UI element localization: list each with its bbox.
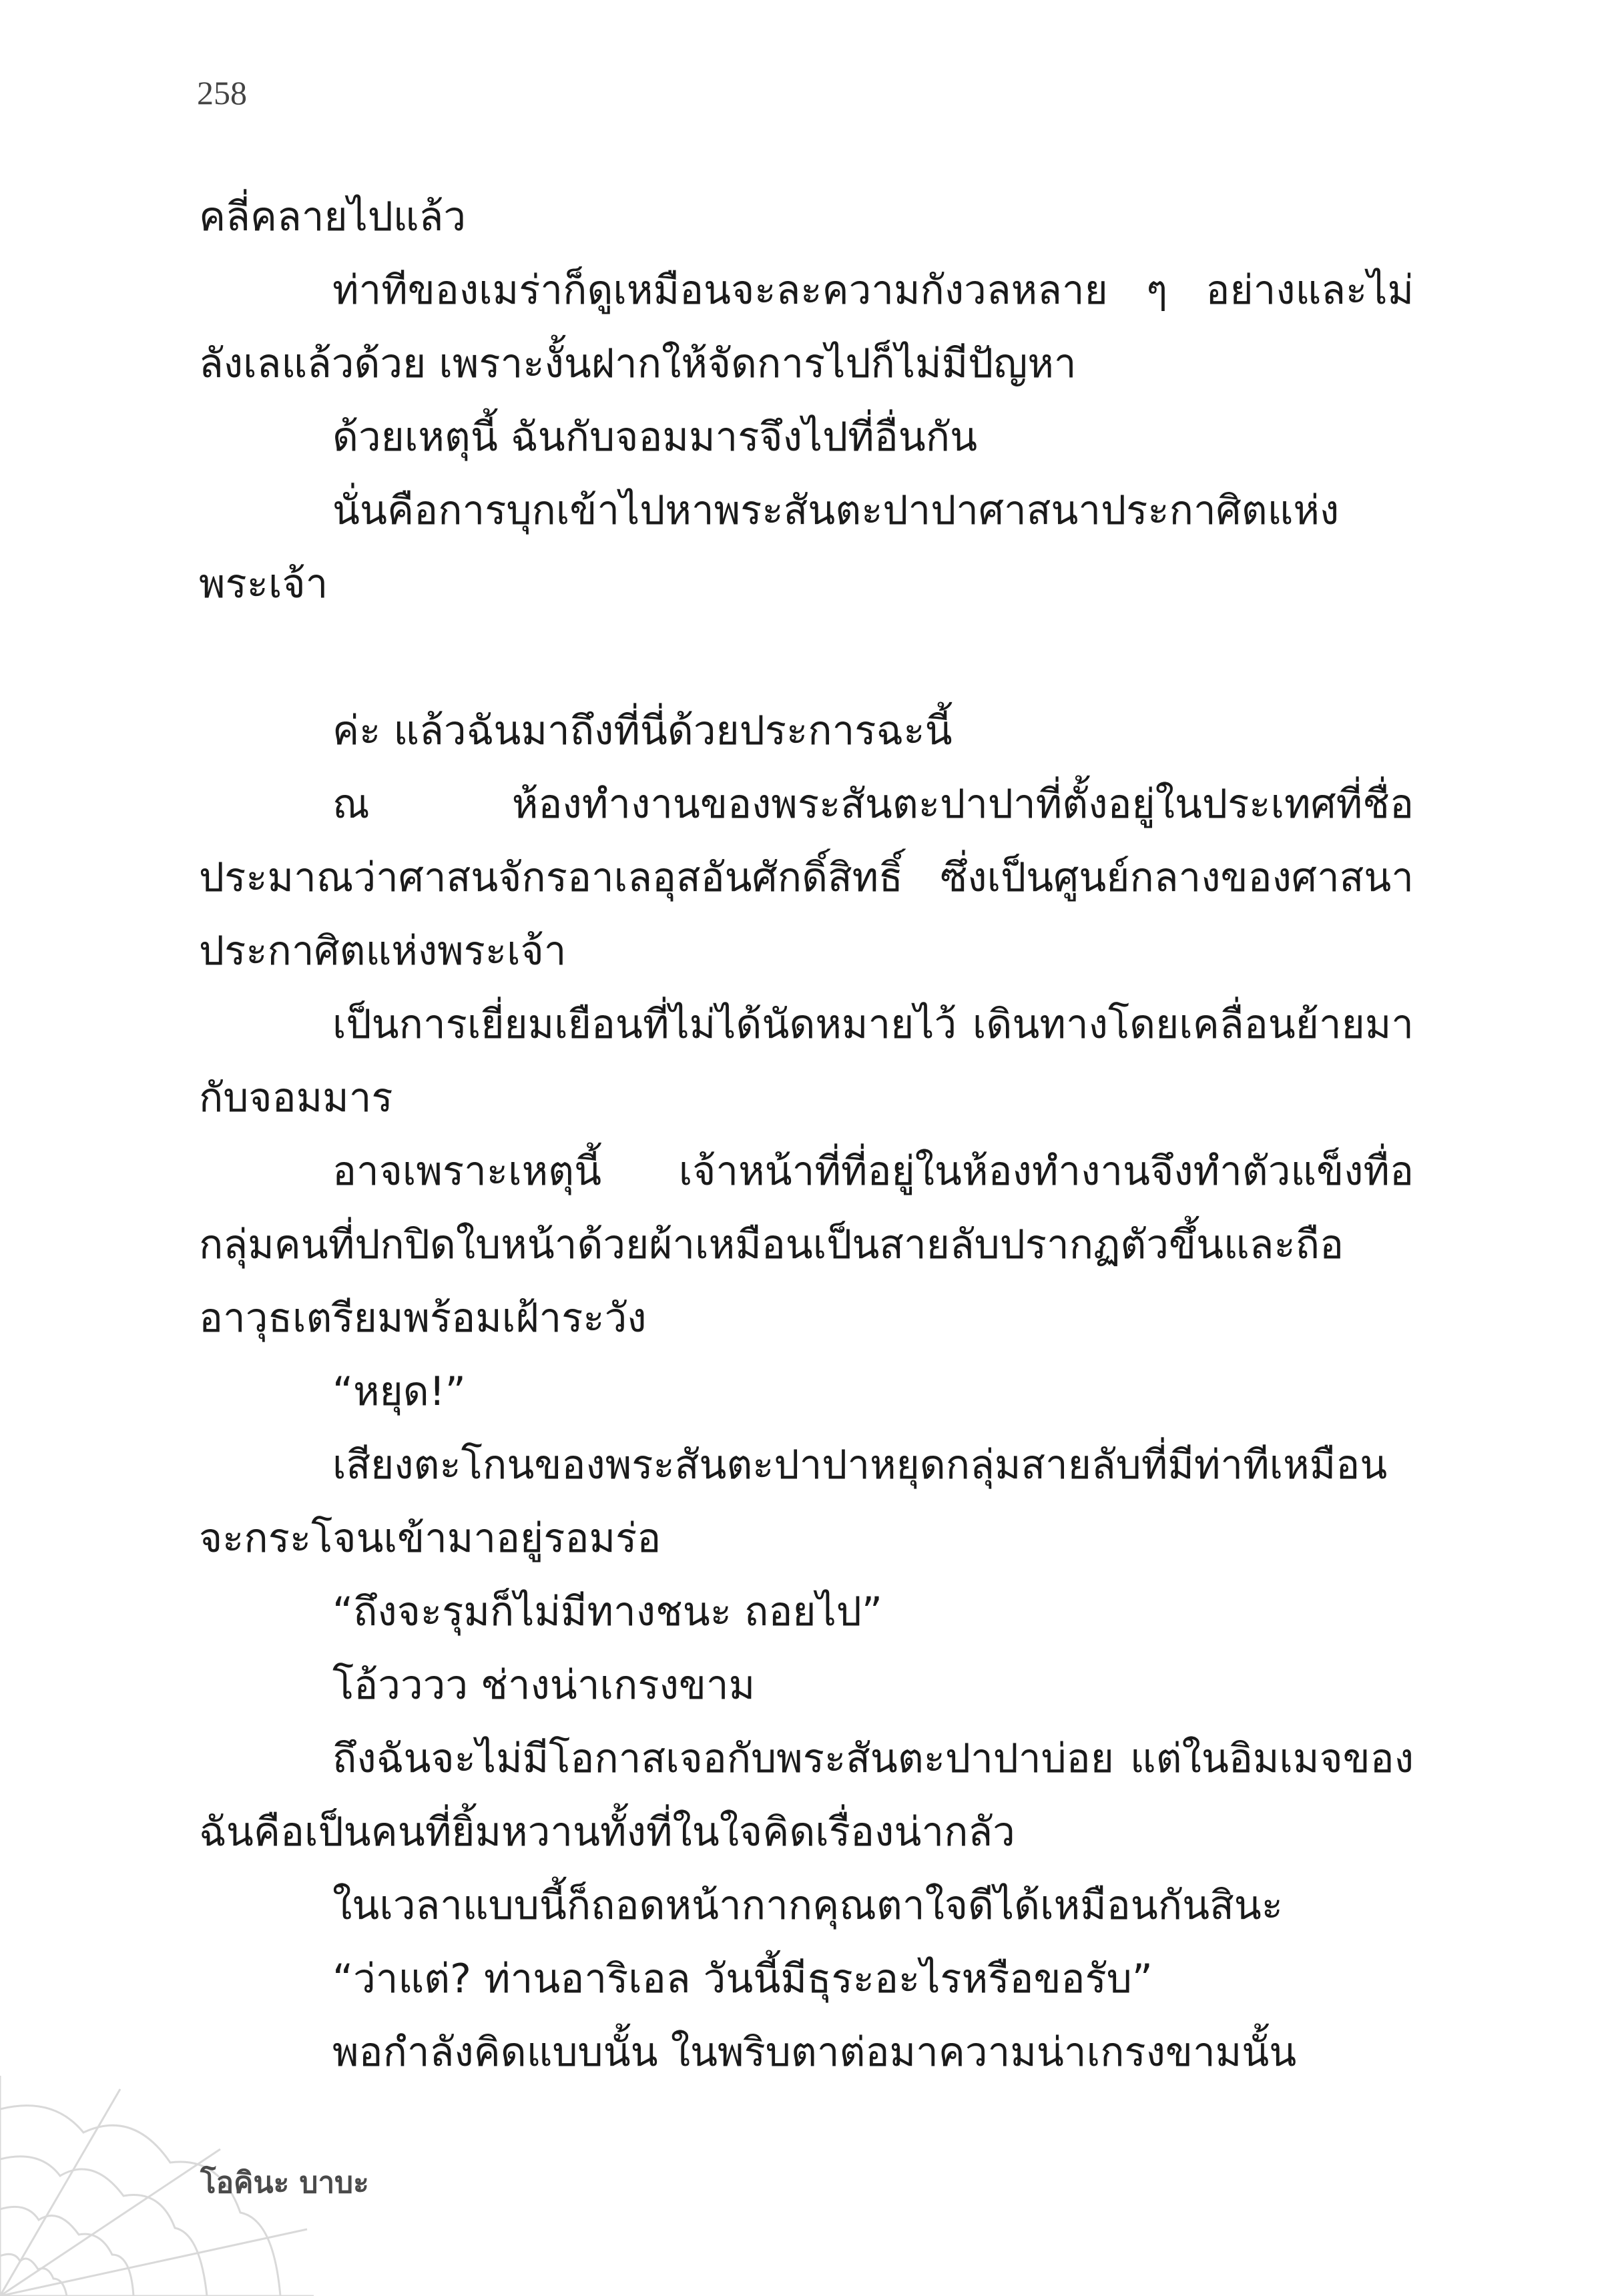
paragraph: คลี่คลายไปแล้ว: [199, 194, 467, 240]
paragraph: ณ ห้องทำงานของพระสันตะปาปาที่ตั้งอยู่ในประเทศที่ชื่อประมาณว่าศาสนจักรอาเลอุสอันศักดิ์สิทธิ์ ซึ่งเป็นศูนย์กลางของศาสนาประกาศิตแห่งพระเจ้า: [199, 781, 1414, 974]
body-text: [199, 180, 1414, 2089]
paragraph: อาจเพราะเหตุนี้ เจ้าหน้าที่ที่อยู่ในห้องทำงานจึงทำตัวแข็งทื่อกลุ่มคนที่ปกปิดใบหน้าด้วยผ้าเหมือนเป็นสายลับปรากฏตัวขึ้นและถืออาวุธเตรียมพร้อมเฝ้าระวัง: [199, 1148, 1414, 1342]
paragraph: “ว่าแต่? ท่านอาริเอล วันนี้มีธุระอะไรหรือขอรับ”: [332, 1956, 1153, 2002]
paragraph: ในเวลาแบบนี้ก็ถอดหน้ากากคุณตาใจดีได้เหมือนกันสินะ: [332, 1882, 1283, 1929]
paragraph: พอกำลังคิดแบบนั้น ในพริบตาต่อมาความน่าเกรงขามนั้น: [332, 2029, 1297, 2076]
paragraph: “ถึงจะรุมก็ไม่มีทางชนะ ถอยไป”: [332, 1589, 882, 1635]
paragraph: “หยุด!”: [332, 1368, 466, 1415]
section-break: [199, 621, 1414, 694]
paragraph: เป็นการเยี่ยมเยือนที่ไม่ได้นัดหมายไว้ เดินทางโดยเคลื่อนย้ายมากับจอมมาร: [199, 1001, 1414, 1121]
paragraph: ด้วยเหตุนี้ ฉันกับจอมมารจึงไปที่อื่นกัน: [332, 414, 978, 461]
page-number: 258: [197, 74, 247, 111]
paragraph: ถึงฉันจะไม่มีโอกาสเจอกับพระสันตะปาปาบ่อย แต่ในอิมเมจของฉันคือเป็นคนที่ยิ้มหวานทั้งที่ในใจคิดเรื่องน่ากลัว: [199, 1735, 1414, 1855]
paragraph: เสียงตะโกนของพระสันตะปาปาหยุดกลุ่มสายลับที่มีท่าทีเหมือนจะกระโจนเข้ามาอยู่รอมร่อ: [199, 1442, 1388, 1562]
paragraph: ค่ะ แล้วฉันมาถึงที่นี่ด้วยประการฉะนี้: [332, 707, 953, 754]
footer-author-name: โอคินะ บาบะ: [200, 2166, 369, 2200]
paragraph: นั่นคือการบุกเข้าไปหาพระสันตะปาปาศาสนาประกาศิตแห่งพระเจ้า: [199, 487, 1340, 607]
paragraph: ท่าทีของเมร่าก็ดูเหมือนจะละความกังวลหลาย ๆ อย่างและไม่ลังเลแล้วด้วย เพราะงั้นฝากให้จัดการไปก็ไม่มีปัญหา: [199, 267, 1414, 387]
paragraph: โอ้วววว ช่างน่าเกรงขาม: [332, 1662, 756, 1709]
